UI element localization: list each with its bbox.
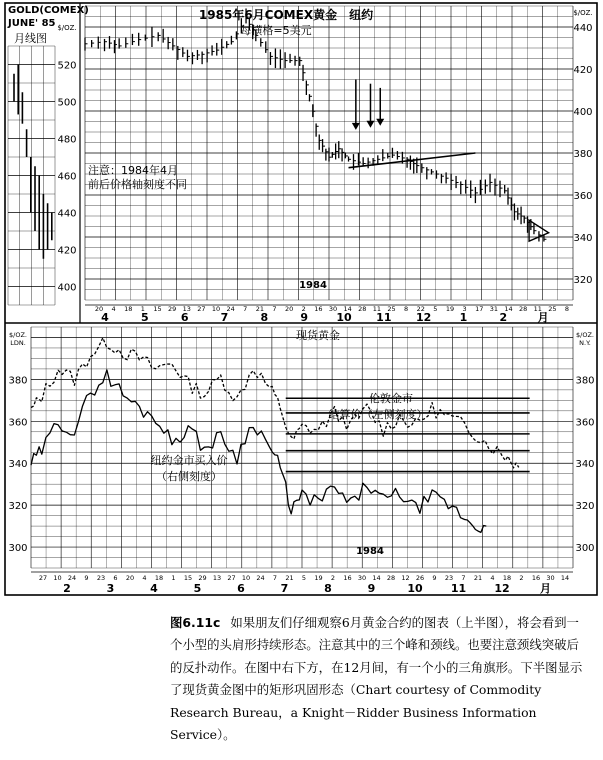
x-day-label: 31 bbox=[489, 305, 499, 313]
x-day-label: 28 bbox=[386, 574, 396, 582]
x-month-label: 9 bbox=[300, 311, 308, 324]
x-day-label: 27 bbox=[38, 574, 48, 582]
x-day-label: 10 bbox=[211, 305, 221, 313]
y-tick-label: 340 bbox=[573, 233, 593, 244]
x-day-label: 29 bbox=[198, 574, 207, 582]
x-day-label: 2 bbox=[519, 574, 524, 582]
x-day-label: 13 bbox=[182, 305, 191, 313]
x-day-label: 18 bbox=[124, 305, 133, 313]
x-day-label: 23 bbox=[444, 574, 454, 582]
figure-number: 图6.11c bbox=[170, 615, 221, 630]
y-tick-label: 460 bbox=[57, 171, 77, 183]
x-day-label: 19 bbox=[445, 305, 455, 313]
x-month-label: 4 bbox=[150, 582, 158, 595]
y-unit-label-right: $/OZ. bbox=[576, 331, 594, 339]
y-tick-label: 440 bbox=[573, 23, 593, 34]
x-month-label: 5 bbox=[141, 311, 149, 324]
x-day-label: 16 bbox=[343, 574, 352, 582]
x-day-label: 18 bbox=[154, 574, 164, 582]
x-day-label: 8 bbox=[564, 305, 570, 313]
x-day-label: 30 bbox=[357, 574, 367, 582]
newyork-series-label: （右侧刻度） bbox=[156, 470, 222, 483]
y-tick-label-left: 340 bbox=[8, 459, 28, 471]
bottom-year-label: 1984 bbox=[356, 546, 384, 557]
x-month-label: 4 bbox=[101, 311, 109, 324]
peak-arrow-head bbox=[376, 119, 384, 126]
y-tick-label: 420 bbox=[57, 245, 77, 257]
x-day-label: 21 bbox=[255, 305, 265, 313]
side-chart-label: 月线图 bbox=[14, 32, 47, 45]
x-day-label: 7 bbox=[461, 574, 466, 582]
top-chart-note: 前后价格轴刻度不同 bbox=[88, 178, 187, 191]
x-month-label: 11 bbox=[450, 582, 467, 595]
y-unit-label: $/OZ. bbox=[573, 9, 593, 17]
x-day-label: 9 bbox=[432, 574, 437, 582]
x-day-label: 4 bbox=[111, 305, 116, 313]
x-month-label: 6 bbox=[180, 311, 189, 324]
x-day-label: 27 bbox=[197, 305, 206, 313]
bottom-chart-labels bbox=[151, 328, 428, 557]
x-day-label: 11 bbox=[533, 305, 542, 313]
x-day-label: 29 bbox=[167, 305, 177, 313]
peak-arrow-head bbox=[366, 121, 374, 128]
x-day-label: 25 bbox=[548, 305, 557, 313]
y-tick-label: 360 bbox=[573, 191, 593, 202]
peak-arrow-head bbox=[352, 123, 360, 130]
newyork-series-label: 纽约金市买入价 bbox=[150, 454, 228, 467]
chart-frame bbox=[5, 3, 597, 595]
side-chart-label: JUNE' 85 bbox=[8, 18, 56, 29]
x-month-label: 8 bbox=[260, 311, 269, 324]
y-unit-label: $/OZ. bbox=[57, 24, 77, 32]
x-day-label: 3 bbox=[462, 305, 467, 313]
x-day-label: 20 bbox=[94, 305, 104, 313]
x-day-label: 5 bbox=[433, 305, 438, 313]
top-chart-subtitle: 每横格=5美元 bbox=[240, 24, 312, 37]
x-day-label: 13 bbox=[212, 574, 222, 582]
x-day-label: 15 bbox=[153, 305, 162, 313]
bottom-chart-title: 现货黄金 bbox=[296, 329, 340, 342]
y-unit-label-left: LDN. bbox=[10, 339, 26, 347]
y-tick-label: 400 bbox=[57, 282, 77, 294]
x-month-label: 7 bbox=[280, 582, 289, 595]
x-day-label: 7 bbox=[243, 305, 248, 313]
x-day-label: 16 bbox=[314, 305, 323, 313]
x-day-label: 7 bbox=[272, 574, 278, 582]
y-tick-label-right: 360 bbox=[575, 417, 595, 429]
x-day-label: 4 bbox=[490, 574, 495, 582]
x-day-label: 21 bbox=[285, 574, 294, 582]
x-day-label: 4 bbox=[142, 574, 147, 582]
x-day-label: 6 bbox=[113, 574, 118, 582]
top-year-label: 1984 bbox=[299, 280, 327, 291]
x-month-label: 6 bbox=[237, 582, 245, 595]
y-tick-label: 500 bbox=[57, 97, 77, 109]
x-day-label: 14 bbox=[504, 305, 513, 313]
top-chart-title: 1985年6月COMEX黄金 纽约 bbox=[198, 8, 374, 22]
y-tick-label: 480 bbox=[57, 134, 77, 146]
x-day-label: 23 bbox=[96, 574, 106, 582]
side-chart-label: GOLD(COMEX) bbox=[8, 5, 89, 16]
x-day-label: 2 bbox=[330, 574, 336, 582]
x-day-label: 11 bbox=[372, 305, 382, 313]
x-day-label: 18 bbox=[502, 574, 512, 582]
x-day-label: 14 bbox=[343, 305, 352, 313]
y-unit-label-right: N.Y. bbox=[579, 339, 591, 347]
y-tick-label: 380 bbox=[573, 149, 593, 160]
x-day-label: 22 bbox=[416, 305, 425, 313]
top-chart-overlays bbox=[349, 80, 549, 242]
x-day-label: 1 bbox=[140, 305, 145, 313]
y-tick-label: 400 bbox=[573, 107, 593, 118]
x-day-label: 27 bbox=[227, 574, 236, 582]
x-day-label: 14 bbox=[372, 574, 381, 582]
x-month-label: 9 bbox=[367, 582, 376, 595]
x-day-label: 5 bbox=[301, 574, 307, 582]
x-day-label: 15 bbox=[183, 574, 193, 582]
y-tick-label: 520 bbox=[57, 60, 77, 72]
london-series-label: 伦敦金市 bbox=[369, 392, 413, 405]
y-unit-label-left: $/OZ. bbox=[9, 331, 27, 339]
x-day-label: 2 bbox=[301, 305, 306, 313]
x-day-label: 19 bbox=[314, 574, 323, 582]
x-day-label: 25 bbox=[387, 305, 396, 313]
y-tick-label-left: 380 bbox=[8, 375, 28, 387]
x-day-label: 20 bbox=[125, 574, 135, 582]
y-tick-label-left: 320 bbox=[8, 501, 28, 513]
x-day-label: 17 bbox=[475, 305, 484, 313]
x-month-label: 2 bbox=[499, 311, 508, 324]
x-day-label: 30 bbox=[328, 305, 338, 313]
figure-caption bbox=[170, 612, 590, 746]
y-tick-label: 420 bbox=[573, 65, 593, 76]
spot-gold-series bbox=[31, 338, 519, 533]
x-month-label: 月 bbox=[540, 582, 551, 595]
y-tick-label-right: 320 bbox=[575, 501, 595, 513]
y-tick-label: 320 bbox=[573, 275, 593, 286]
london-fix-line bbox=[31, 338, 519, 468]
y-tick-label: 440 bbox=[57, 208, 77, 220]
bottom-chart-grid bbox=[8, 327, 594, 595]
x-month-label: 5 bbox=[193, 582, 202, 595]
y-tick-label-right: 380 bbox=[575, 375, 595, 387]
x-day-label: 26 bbox=[415, 574, 425, 582]
x-day-label: 24 bbox=[256, 574, 265, 582]
x-day-label: 28 bbox=[358, 305, 367, 313]
x-month-label: 1 bbox=[459, 311, 468, 324]
x-day-label: 30 bbox=[546, 574, 555, 582]
x-day-label: 1 bbox=[171, 574, 176, 582]
x-month-label: 7 bbox=[220, 311, 229, 324]
x-month-label: 10 bbox=[407, 582, 423, 595]
x-month-label: 8 bbox=[324, 582, 332, 595]
y-tick-label-left: 360 bbox=[8, 417, 28, 429]
x-day-label: 28 bbox=[518, 305, 528, 313]
x-day-label: 14 bbox=[560, 574, 570, 582]
y-tick-label-left: 300 bbox=[8, 543, 28, 555]
y-tick-label-right: 340 bbox=[575, 459, 595, 471]
x-month-label: 10 bbox=[336, 311, 352, 324]
x-day-label: 21 bbox=[473, 574, 483, 582]
london-series-label: 结算价（左侧刻度） bbox=[328, 408, 428, 421]
x-day-label: 8 bbox=[404, 305, 409, 313]
y-tick-label-right: 300 bbox=[575, 543, 595, 555]
caption-text: 如果朋友们仔细观察6月黄金合约的图表（上半图），将会看到一个小型的头肩形持续形态。注意其中的三个峰和颈线。也要注意颈线突破后的反扑动作。在图中右下方，在12月间，有一个小的三角旗形。下半图显示了现货黄金图中的矩形巩固形态（Chart courtesy of Commodity Research Bureau，a Knight－Ridder Business Information Service）。 bbox=[170, 615, 583, 743]
x-day-label: 24 bbox=[67, 574, 77, 582]
x-day-label: 10 bbox=[53, 574, 62, 582]
x-month-label: 12 bbox=[416, 311, 432, 324]
x-month-label: 3 bbox=[106, 582, 115, 595]
x-day-label: 9 bbox=[84, 574, 89, 582]
x-month-label: 11 bbox=[376, 311, 392, 324]
x-day-label: 10 bbox=[241, 574, 251, 582]
x-day-label: 24 bbox=[226, 305, 235, 313]
x-day-label: 7 bbox=[272, 305, 277, 313]
outer-border bbox=[5, 3, 597, 595]
x-month-label: 12 bbox=[494, 582, 510, 595]
x-month-label: 2 bbox=[63, 582, 71, 595]
x-day-label: 12 bbox=[401, 574, 410, 582]
top-chart-note: 注意：1984年4月 bbox=[88, 164, 178, 177]
x-month-label: 月 bbox=[537, 311, 549, 324]
x-day-label: 16 bbox=[531, 574, 541, 582]
futures-price-bars bbox=[85, 8, 546, 241]
x-day-label: 20 bbox=[284, 305, 294, 313]
